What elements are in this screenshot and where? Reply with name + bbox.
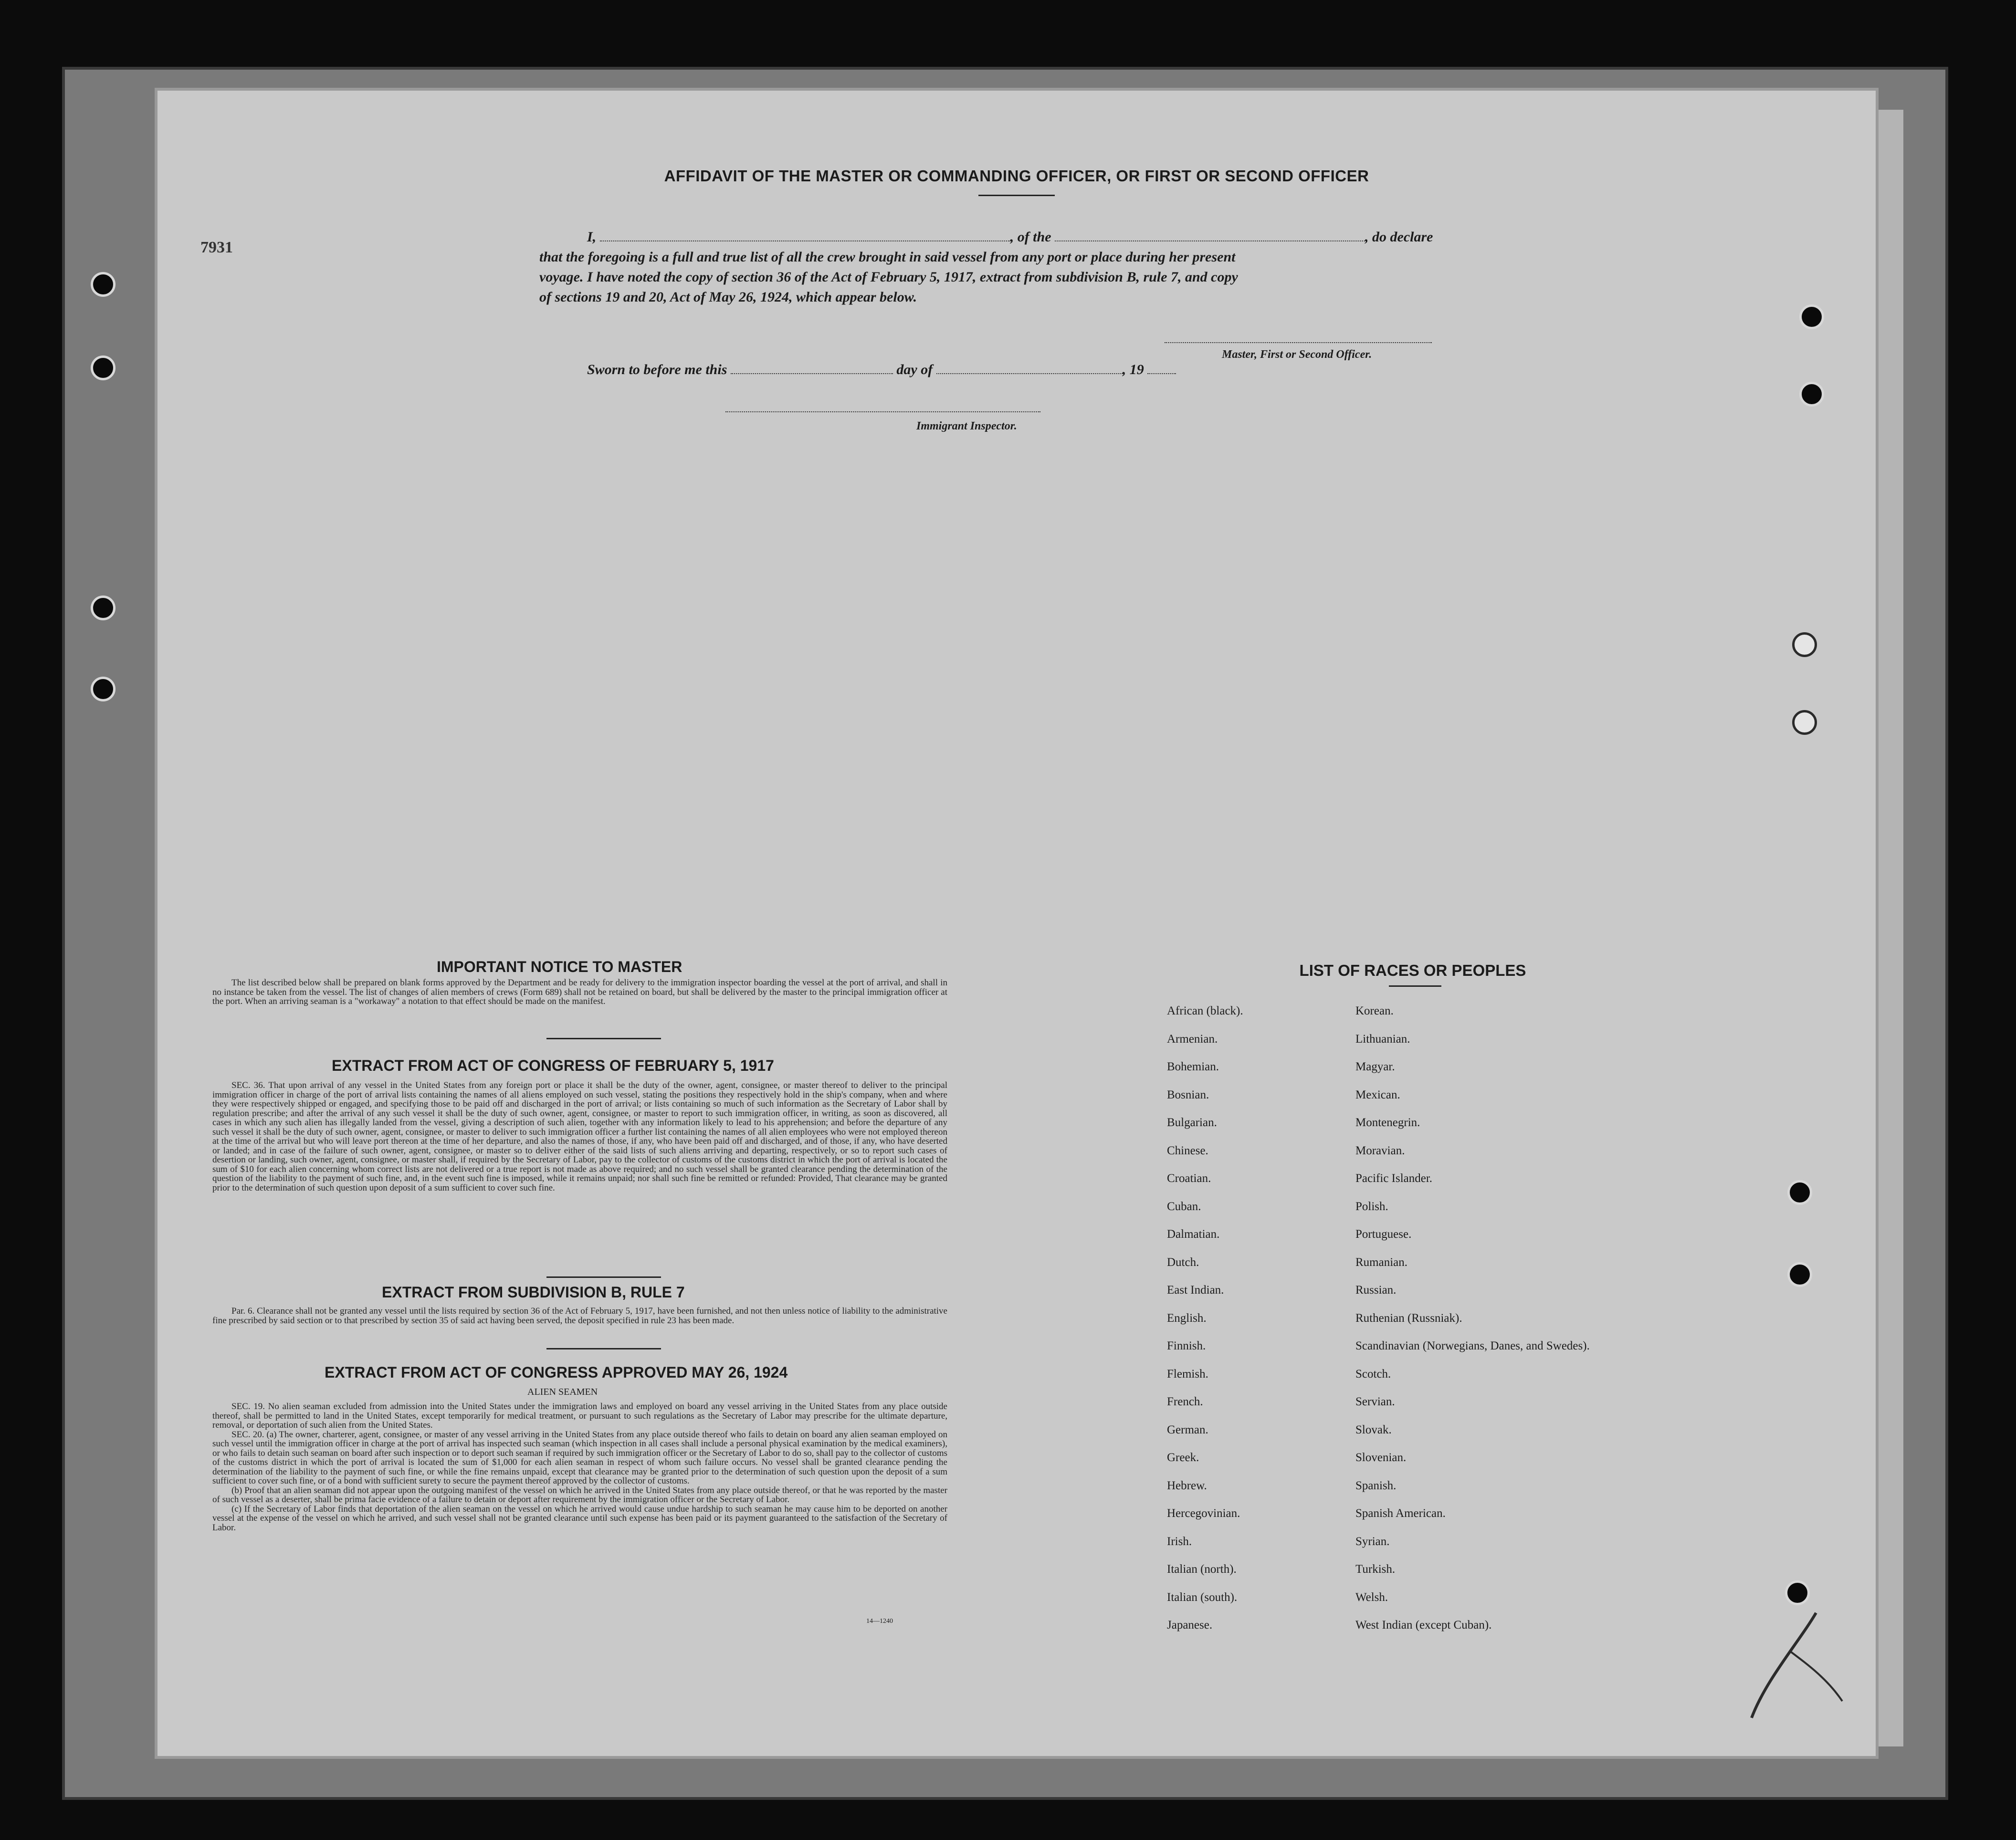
race-item: Chinese. [1167,1144,1208,1157]
affidavit-title: AFFIDAVIT OF THE MASTER OR COMMANDING OFFICER, OR FIRST OR SECOND OFFICER [664,167,1369,185]
race-item: Scandinavian (Norwegians, Danes, and Swedes). [1355,1339,1590,1352]
underlying-page-edge [1876,110,1903,1746]
race-item: Magyar. [1355,1060,1395,1073]
race-item: Dutch. [1167,1255,1199,1269]
race-item: Portuguese. [1355,1228,1412,1241]
affidavit-i: I, [587,229,597,245]
master-signature-line[interactable] [1165,342,1432,343]
par-6-paragraph: Par. 6. Clearance shall not be granted any vessel until the lists required by section 36 of the Act of February 5, 1917, have been furnished, and not then unless notice of liability to the administrative fine prescribed by said section or to that prescribed by section 35 of said act having been served, the deposit specified in rule 23 has been made. [212,1306,947,1326]
race-item: Croatian. [1167,1172,1211,1185]
race-item: Servian. [1355,1395,1395,1408]
race-item: Moravian. [1355,1144,1405,1157]
race-item: Polish. [1355,1200,1388,1213]
race-item: Syrian. [1355,1535,1390,1548]
race-item: Montenegrin. [1355,1116,1420,1129]
races-panel [1155,962,1670,1744]
form-number: 14—1240 [866,1618,893,1625]
extract-rule7-rule [546,1348,661,1349]
race-item: Greek. [1167,1451,1199,1464]
race-item: Ruthenian (Russniak). [1355,1311,1462,1325]
year-text: , 19 [1122,362,1144,377]
race-item: East Indian. [1167,1284,1224,1296]
pencil-mark [1732,1608,1857,1723]
race-item: Lithuanian. [1355,1032,1410,1045]
punch-hole [91,355,116,380]
affidavit-line-1 [587,229,1433,245]
race-item: Flemish. [1167,1367,1208,1380]
punch-hole [91,596,116,620]
race-item: Spanish American. [1355,1507,1446,1520]
race-item: Turkish. [1355,1563,1396,1576]
sec-20a-paragraph: SEC. 20. (a) The owner, charterer, agent, consignee, or master of any vessel arriving in the United States from any place outside thereof who fails to detain on board any alien seaman employed on such vessel until the immigration officer in charge at the port of arrival has inspected such seaman (which inspection in all cases shall include a personal physical examination by the medical examiners), or who fails to detain such seaman on board after such inspection or to deport such seaman if required by such immigration officer or the Secretary of Labor to do so, shall pay to the collector of customs of the customs district in which the port of arrival is located the sum of $1,000 for each alien seaman in respect of whom such failure occurs. No vessel shall be granted clearance pending the determination of the liability to the payment of such fine, or while the fine remains unpaid, except that clearance may be granted prior to the determination of such question upon the deposit of a sum sufficient to cover such fine, or of a bond with sufficient surety to secure the payment thereof approved by the collector of customs. [212,1429,947,1486]
affidavit-of: , of the [1010,229,1051,245]
notice-rule [546,1038,661,1039]
race-item: Pacific Islander. [1355,1172,1433,1185]
extract-1917-rule [546,1276,661,1278]
race-item: English. [1167,1311,1207,1325]
race-item: Hebrew. [1167,1479,1207,1492]
extract-1917-title: EXTRACT FROM ACT OF CONGRESS OF FEBRUARY 5, 1917 [332,1057,774,1074]
punch-hole [1792,710,1817,735]
race-item: Armenian. [1167,1032,1218,1045]
extract-1924-title: EXTRACT FROM ACT OF CONGRESS APPROVED MAY 26, 1924 [325,1364,788,1381]
inspector-caption: Immigrant Inspector. [916,420,1017,432]
affidavit-line-2: that the foregoing is a full and true list of all the crew brought in said vessel from any port or place during her present [539,249,1236,265]
affidavit-line-4: of sections 19 and 20, Act of May 26, 1924, which appear below. [539,289,917,305]
race-item: Italian (north). [1167,1563,1237,1576]
sec-36-paragraph: SEC. 36. That upon arrival of any vessel in the United States from any foreign port or place it shall be the duty of the owner, agent, consignee, or master thereof to deliver to the principal immigration officer in charge of the port of arrival lists containing the names of all aliens employed on such vessel, stating the positions they respectively hold in the ship's company, when and where they were respectively shipped or engaged, and specifying those to be paid off and discharged in the port of arrival; or lists containing so much of such information as the Secretary of Labor shall by regulation prescribe; and after the arrival of any such vessel it shall be the duty of such owner, agent, consignee, or master to report to such immigration officer, in writing, as soon as discovered, all cases in which any such alien has illegally landed from the vessel, giving a description of such alien, together with any information likely to lead to his apprehension; and before the departure of any such vessel it shall be the duty of such owner, agent, consignee, or master to deliver to such immigration officer a further list containing the names of all alien employees who were not employed thereon at the time of the arrival but who will leave port thereon at the time of her departure, and also the names of those, if any, who have been paid off and discharged, and of those, if any, who have deserted or landed; and in case of the failure of such owner, agent, consignee, or master so to deliver either of the said lists of such aliens arriving and departing, respectively, or so to report such cases of desertion or landing, such owner, agent, consignee, or master shall, if required by the Secretary of Labor, pay to the collector of customs of the customs district in which the port of arrival is located the sum of $10 for each alien concerning whom correct lists are not delivered or a true report is not made as above required; and no such vessel shall be granted clearance pending the determination of the question of the liability to the payment of such fine, and, in the event such fine is imposed, while it remains unpaid; nor shall such fine be remitted or refunded: Provided, That clearance may be granted prior to the determination of such question upon deposit of a sum sufficient to cover such fine. [212,1080,947,1193]
race-item: Irish. [1167,1535,1192,1548]
race-item: Bohemian. [1167,1060,1219,1073]
punch-hole [1799,382,1824,407]
affidavit-declare: , do declare [1365,229,1433,245]
punch-hole [1792,632,1817,657]
races-left-column [1167,1004,1243,1647]
races-title: LIST OF RACES OR PEOPLES [1299,962,1526,979]
punch-hole [91,272,116,297]
race-item: Bulgarian. [1167,1116,1217,1129]
punch-hole [91,677,116,701]
sworn-text: Sworn to before me this [587,362,727,377]
punch-hole [1785,1580,1810,1605]
punch-hole [1787,1180,1812,1205]
sec-19-paragraph: SEC. 19. No alien seaman excluded from admission into the United States under the immigration laws and employed on board any vessel arriving in the United States from any place outside thereof, shall be permitted to land in the United States, except temporarily for medical treatment, or pursuant to such regulations as the Secretary of Labor may prescribe for the ultimate departure, removal, or deportation of such alien from the United States. [212,1401,947,1430]
race-item: Welsh. [1355,1590,1388,1604]
race-item: Dalmatian. [1167,1228,1220,1241]
race-item: Russian. [1355,1284,1396,1296]
extract-rule7-title: EXTRACT FROM SUBDIVISION B, RULE 7 [382,1284,685,1301]
inspector-signature-line[interactable] [725,411,1040,412]
race-item: West Indian (except Cuban). [1355,1619,1492,1631]
manifest-sheet [158,91,1876,1756]
race-item: Korean. [1355,1004,1394,1017]
extract-1924-text [212,1402,947,1532]
race-item: French. [1167,1395,1203,1408]
race-item: Mexican. [1355,1088,1400,1101]
extract-1917-text [212,1081,947,1192]
race-item: German. [1167,1423,1208,1436]
extract-rule7-text [212,1307,947,1325]
race-item: Slovak. [1355,1423,1392,1436]
race-item: Finnish. [1167,1339,1206,1352]
notice-title: IMPORTANT NOTICE TO MASTER [437,958,682,975]
sec-20b-paragraph: (b) Proof that an alien seaman did not appear upon the outgoing manifest of the vessel on which he arrived in the United States from any place outside thereof, or that he was reported by the master of such vessel as a deserter, shall be prima facie evidence of a failure to detain or deport after requirement by the immigration officer or the Secretary of Labor. [212,1485,947,1505]
affidavit-line-3: voyage. I have noted the copy of section 36 of the Act of February 5, 1917, extract from subdivision B, rule 7, and copy [539,269,1238,285]
race-item: Cuban. [1167,1200,1201,1213]
race-item: Scotch. [1355,1367,1391,1380]
sec-20c-paragraph: (c) If the Secretary of Labor finds that deportation of the alien seaman on the vessel on which he arrived would cause undue hardship to such seaman he may cause him to be deported on another vessel at the expense of the vessel on which he arrived, and such vessel shall not be granted clearance until such expense has been paid or its payment guaranteed to the satisfaction of the Secretary of Labor. [212,1504,947,1533]
punch-hole [1787,1262,1812,1287]
sworn-line [587,362,1176,378]
notice-text [212,978,947,1006]
punch-hole [1799,304,1824,329]
sworn-month-blank[interactable] [936,365,1123,374]
notice-paragraph: The list described below shall be prepared on blank forms approved by the Department and be ready for delivery to the immigration inspector boarding the vessel at the port of arrival, and shall in no instance be taken from the vessel. The list of changes of alien members of crews (Form 689) shall not be retained on board, but shall be delivered by the master to the principal immigration officer at the port. When an arriving seaman is a "workaway" a notation to that effect should be made on the manifest. [212,978,947,1006]
races-rule [1389,985,1441,987]
race-item: Bosnian. [1167,1088,1209,1101]
name-blank[interactable] [600,232,1010,241]
vessel-blank[interactable] [1055,232,1365,241]
race-item: Japanese. [1167,1619,1213,1631]
race-item: Slovenian. [1355,1451,1407,1464]
race-item: Rumanian. [1355,1255,1408,1269]
title-rule [978,195,1055,196]
races-right-column [1355,1004,1590,1647]
sworn-day-blank[interactable] [731,365,893,374]
sworn-year-blank[interactable] [1147,365,1176,374]
day-of-text: day of [896,362,933,377]
alien-seamen-subtitle: ALIEN SEAMEN [527,1387,598,1397]
race-item: Hercegovinian. [1167,1507,1240,1520]
race-item: African (black). [1167,1004,1243,1017]
master-caption: Master, First or Second Officer. [1222,348,1372,361]
margin-number: 7931 [200,239,233,256]
race-item: Italian (south). [1167,1590,1238,1604]
race-item: Spanish. [1355,1479,1396,1492]
